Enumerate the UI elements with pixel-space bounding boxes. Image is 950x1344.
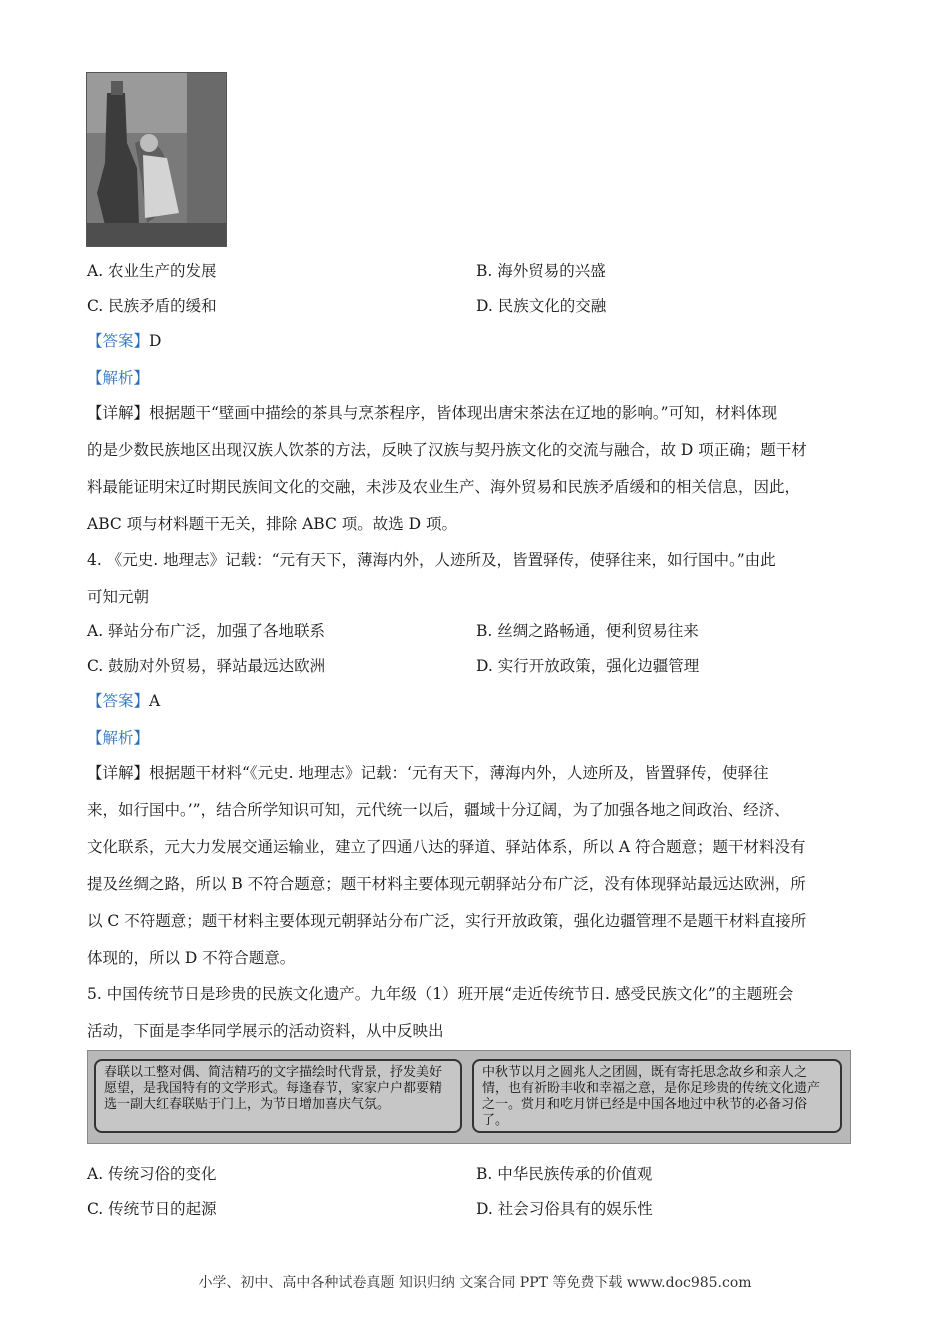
spring-couplet-panel: 春联以工整对偶、简洁精巧的文字描绘时代背景，抒发美好愿望，是我国特有的文学形式。每逢春节，家家户户都要精选一副大红春联贴于门上，为节日增加喜庆气氛。 [94, 1059, 462, 1133]
q3-option-b: B. 海外贸易的兴盛 [476, 262, 606, 280]
q4-detail-line: 来，如行国中。’”，结合所学知识可知，元代统一以后，疆域十分辽阔，为了加强各地之间政治、经济、 [87, 801, 790, 819]
q4-answer-value: A [149, 692, 161, 710]
q5-option-d: D. 社会习俗具有的娱乐性 [476, 1200, 653, 1218]
q3-detail-line: 料最能证明宋辽时期民族间文化的交融，未涉及农业生产、海外贸易和民族矛盾缓和的相关信息，因此， [87, 478, 801, 496]
q3-analysis-label [87, 368, 149, 388]
q4-option-b: B. 丝绸之路畅通，便利贸易往来 [476, 622, 699, 640]
q3-answer-value: D [149, 332, 162, 350]
q5-option-a: A. 传统习俗的变化 [87, 1165, 217, 1183]
q3-option-a: A. 农业生产的发展 [87, 262, 217, 280]
q4-detail-line: 【详解】根据题干材料“《元史. 地理志》记载：‘元有天下，薄海内外，人迹所及，皆置驿传，使驿往 [87, 764, 769, 782]
q3-answer-label: 【答案】 [87, 332, 150, 350]
q3-detail-line: ABC 项与材料题干无关，排除 ABC 项。故选 D 项。 [87, 515, 458, 533]
q5-option-b: B. 中华民族传承的价值观 [476, 1165, 653, 1183]
q4-answer-label: 【答案】 [87, 692, 150, 710]
q3-detail-line: 【详解】根据题干“壁画中描绘的茶具与烹茶程序，皆体现出唐宋茶法在辽地的影响。”可知，材料体现 [87, 404, 778, 422]
q4-answer [87, 691, 160, 711]
q4-analysis-label [87, 728, 149, 748]
q3-option-d: D. 民族文化的交融 [476, 297, 607, 315]
q4-analysis-text: 【解析】 [87, 729, 150, 747]
q4-detail-line: 文化联系，元大力发展交通运输业，建立了四通八达的驿道、驿站体系，所以 A 符合题意；题干材料没有 [87, 838, 806, 856]
q4-option-a: A. 驿站分布广泛，加强了各地联系 [87, 622, 326, 640]
q3-detail-line: 的是少数民族地区出现汉族人饮茶的方法，反映了汉族与契丹族文化的交流与融合，故 D 项正确；题干材 [87, 441, 807, 459]
q5-option-c: C. 传统节日的起源 [87, 1200, 217, 1218]
q4-detail-line: 提及丝绸之路，所以 B 不符合题意；题干材料主要体现元朝驿站分布广泛，没有体现驿站最远达欧洲，所 [87, 875, 806, 893]
q5-stem-line: 5. 中国传统节日是珍贵的民族文化遗产。九年级（1）班开展“走近传统节日. 感受民族文化”的主题班会 [87, 985, 794, 1003]
festival-material-image [87, 1050, 851, 1144]
q3-option-c: C. 民族矛盾的缓和 [87, 297, 217, 315]
q4-stem-line: 可知元朝 [87, 588, 150, 606]
q4-detail-line: 以 C 不符题意；题干材料主要体现元朝驿站分布广泛，实行开放政策，强化边疆管理不是题干材料直接所 [87, 912, 807, 930]
q4-detail-line: 体现的，所以 D 不符合题意。 [87, 949, 296, 967]
q4-option-d: D. 实行开放政策，强化边疆管理 [476, 657, 700, 675]
q5-stem-line: 活动，下面是李华同学展示的活动资料，从中反映出 [87, 1022, 444, 1040]
mid-autumn-panel: 中秋节以月之圆兆人之团圆，既有寄托思念故乡和亲人之情，也有祈盼丰收和幸福之意，是你足珍贵的传统文化遗产之一。赏月和吃月饼已经是中国各地过中秋节的必备习俗了。 [472, 1059, 842, 1133]
q4-option-c: C. 鼓励对外贸易，驿站最远达欧洲 [87, 657, 326, 675]
q4-stem-line: 4. 《元史. 地理志》记载：“元有天下，薄海内外，人迹所及，皆置驿传，使驿往来，如行国中。”由此 [87, 551, 776, 569]
q3-answer [87, 331, 161, 351]
mural-image [86, 72, 227, 247]
q3-analysis-text: 【解析】 [87, 369, 150, 387]
page-footer: 小学、初中、高中各种试卷真题 知识归纳 文案合同 PPT 等免费下载 www.doc985.com [198, 1275, 752, 1291]
